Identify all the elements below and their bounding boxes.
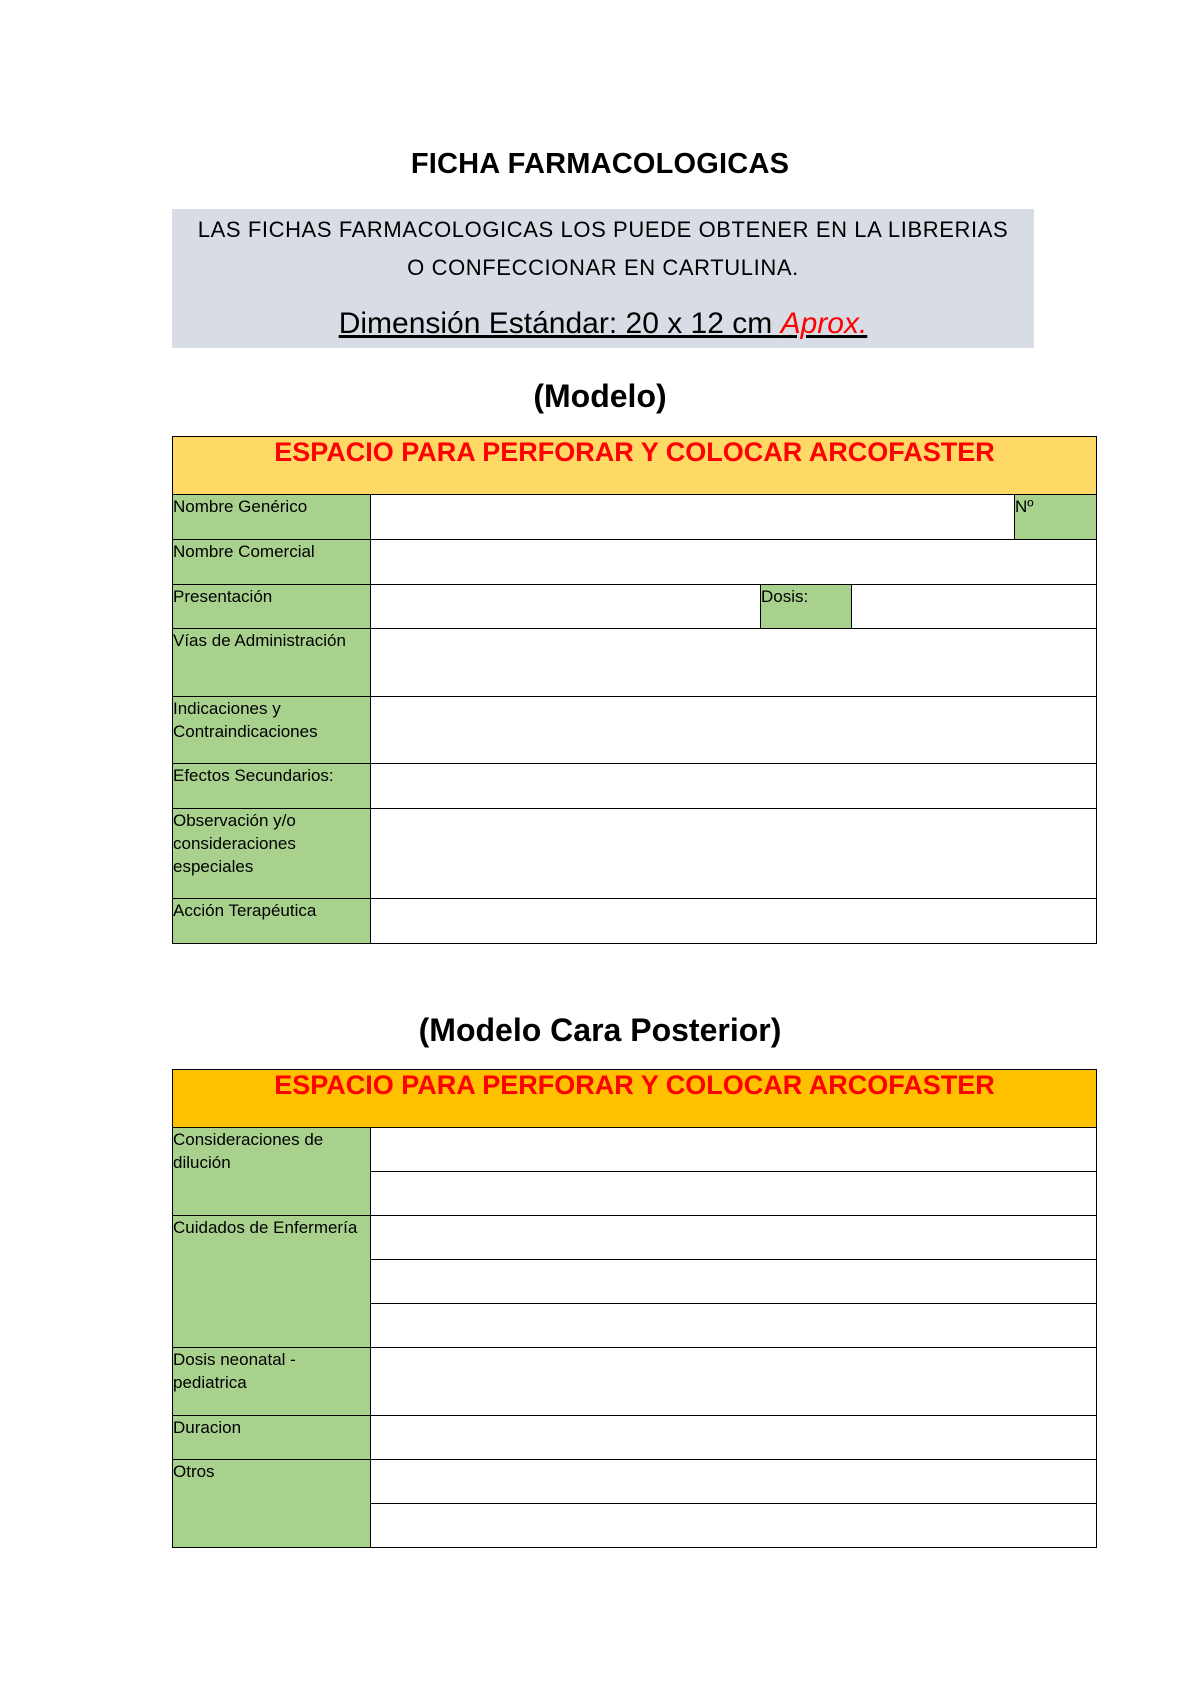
observations-label: Observación y/o consideraciones especiales (173, 809, 371, 899)
front-card-header: ESPACIO PARA PERFORAR Y COLOCAR ARCOFASTER (173, 437, 1097, 495)
others-field-line[interactable] (371, 1504, 1097, 1548)
generic-name-field[interactable] (371, 495, 1015, 540)
others-field-line[interactable] (371, 1460, 1097, 1504)
observations-field[interactable] (371, 809, 1097, 899)
nursing-care-field-line[interactable] (371, 1304, 1097, 1348)
neonatal-dose-field[interactable] (371, 1348, 1097, 1416)
indications-label: Indicaciones y Contraindicaciones (173, 697, 371, 764)
dilution-field-line[interactable] (371, 1128, 1097, 1172)
back-card-table (172, 1069, 1097, 1548)
indications-field[interactable] (371, 697, 1097, 764)
neonatal-dose-label: Dosis neonatal - pediatrica (173, 1348, 371, 1416)
generic-name-label: Nombre Genérico (173, 495, 371, 540)
document-title: FICHA FARMACOLOGICAS (410, 148, 790, 180)
back-card-header: ESPACIO PARA PERFORAR Y COLOCAR ARCOFASTER (173, 1070, 1097, 1128)
presentation-label: Presentación (173, 585, 371, 629)
model-front-label: (Modelo) (533, 378, 667, 414)
dimension-note (172, 307, 1034, 341)
therapeutic-action-label: Acción Terapéutica (173, 899, 371, 944)
model-back-label: (Modelo Cara Posterior) (418, 1012, 782, 1048)
nursing-care-field-line[interactable] (371, 1216, 1097, 1260)
dose-field[interactable] (852, 585, 1097, 629)
others-label: Otros (173, 1460, 371, 1548)
commercial-name-label: Nombre Comercial (173, 540, 371, 585)
dose-label: Dosis: (761, 585, 852, 629)
duration-label: Duracion (173, 1416, 371, 1460)
routes-label: Vías de Administración (173, 629, 371, 697)
dimension-aprox: Aprox. (780, 307, 868, 340)
dilution-label: Consideraciones de dilución (173, 1128, 371, 1216)
info-box (172, 209, 1034, 348)
routes-field[interactable] (371, 629, 1097, 697)
therapeutic-action-field[interactable] (371, 899, 1097, 944)
info-line-1: LAS FICHAS FARMACOLOGICAS LOS PUEDE OBTENER EN LA LIBRERIAS (197, 217, 1009, 242)
front-card-table (172, 436, 1097, 944)
nursing-care-label: Cuidados de Enfermería (173, 1216, 371, 1348)
duration-field[interactable] (371, 1416, 1097, 1460)
number-field[interactable]: Nº (1015, 495, 1097, 540)
commercial-name-field[interactable] (371, 540, 1097, 585)
dimension-text: Dimensión Estándar: 20 x 12 cm (338, 307, 781, 340)
dilution-field-line[interactable] (371, 1172, 1097, 1216)
presentation-field[interactable] (371, 585, 761, 629)
info-line-2: O CONFECCIONAR EN CARTULINA. (407, 255, 799, 280)
nursing-care-field-line[interactable] (371, 1260, 1097, 1304)
side-effects-field[interactable] (371, 764, 1097, 809)
side-effects-label: Efectos Secundarios: (173, 764, 371, 809)
